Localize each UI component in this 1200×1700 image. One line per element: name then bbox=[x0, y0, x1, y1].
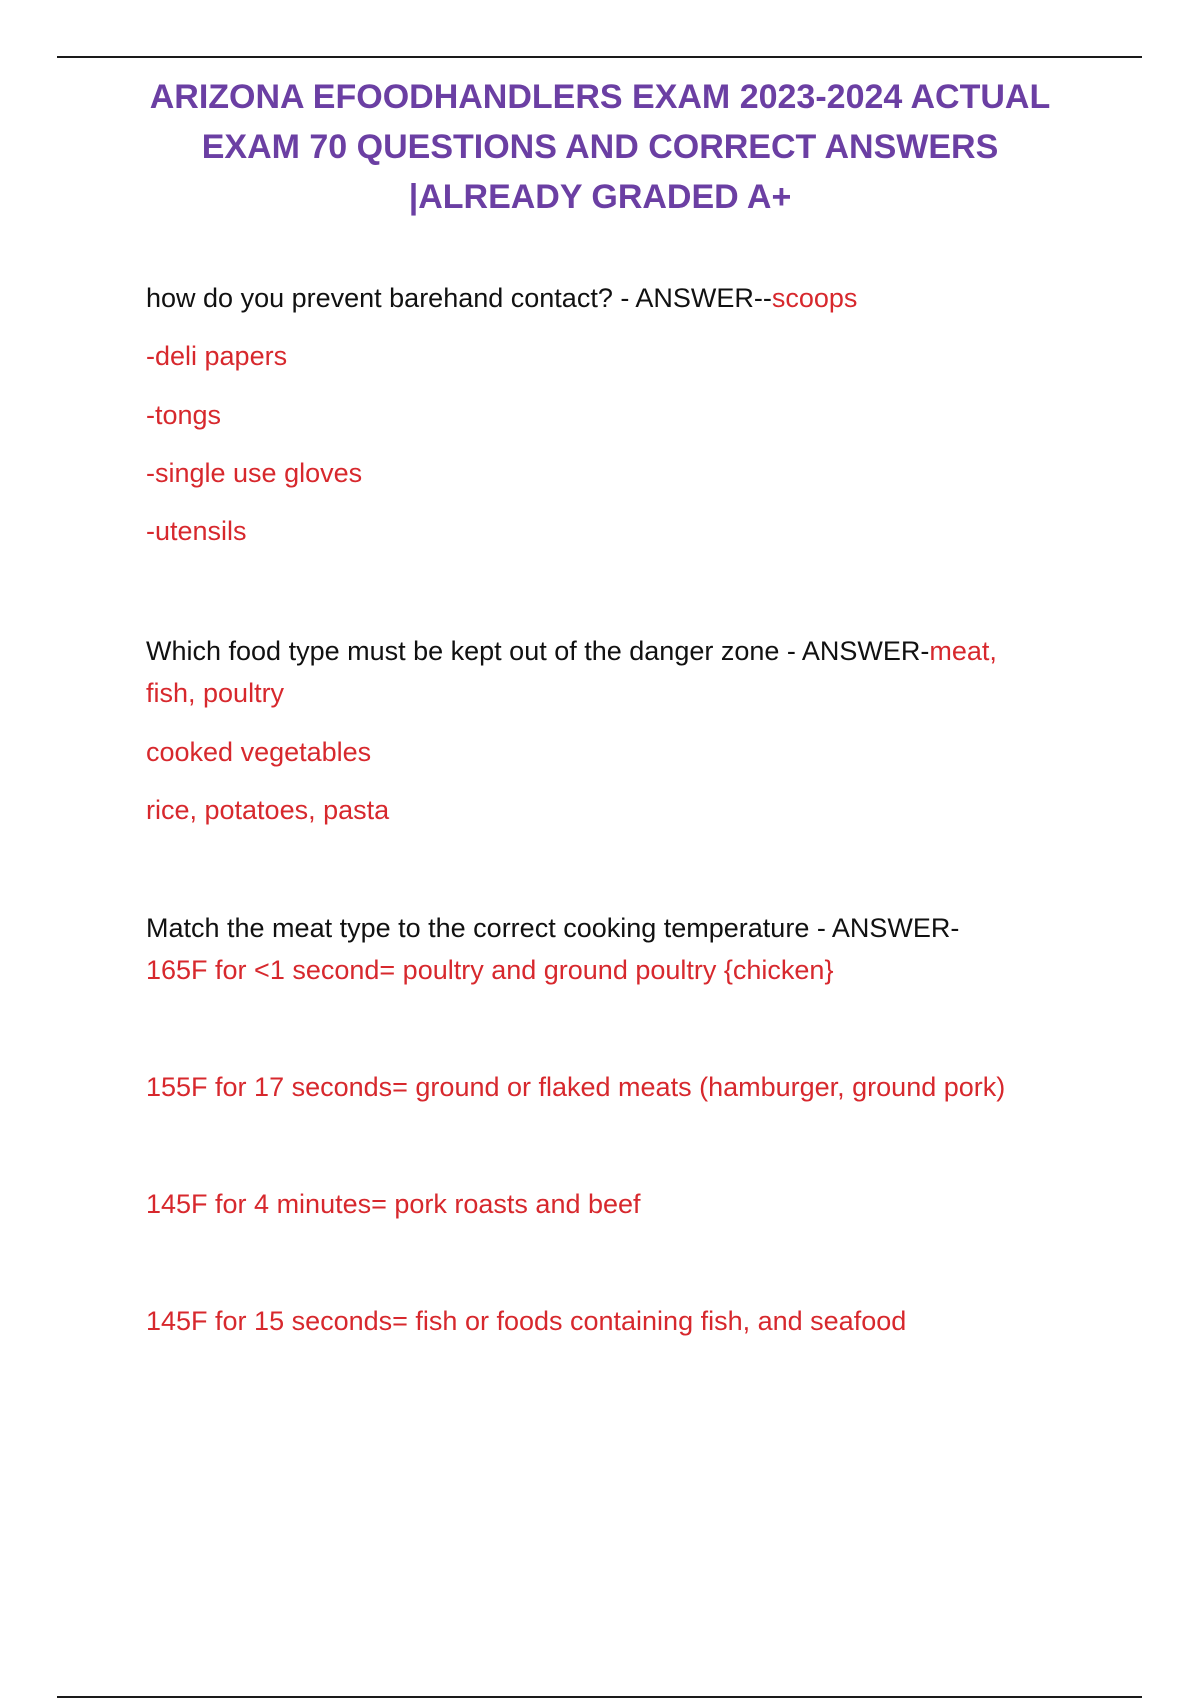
answer-2-inline: meat, bbox=[929, 636, 997, 666]
title-line-2: EXAM 70 QUESTIONS AND CORRECT ANSWERS bbox=[201, 128, 999, 166]
answer-2-line-1: fish, poultry bbox=[146, 678, 285, 708]
question-2-text: Which food type must be kept out of the danger zone - ANSWER- bbox=[146, 636, 930, 666]
bottom-rule bbox=[57, 1696, 1142, 1698]
question-3-text: Match the meat type to the correct cooking temperature - ANSWER- bbox=[146, 913, 960, 943]
answer-3-line-2: 155F for 17 seconds= ground or flaked meats (hamburger, ground pork) bbox=[146, 1072, 1006, 1102]
title-line-1: ARIZONA EFOODHANDLERS EXAM 2023-2024 ACTUAL bbox=[149, 78, 1051, 116]
question-1-text: how do you prevent barehand contact? - ANSWER-- bbox=[146, 283, 772, 313]
answer-1-line-4: -utensils bbox=[146, 516, 247, 546]
top-rule bbox=[57, 56, 1142, 58]
answer-3-line-3: 145F for 4 minutes= pork roasts and beef bbox=[146, 1189, 641, 1219]
title-line-3: |ALREADY GRADED A+ bbox=[408, 178, 792, 216]
question-2 bbox=[146, 636, 997, 666]
answer-1-line-1: -deli papers bbox=[146, 341, 288, 371]
question-3 bbox=[146, 913, 959, 943]
question-1 bbox=[146, 283, 857, 313]
answer-2-line-3: rice, potatoes, pasta bbox=[146, 795, 390, 825]
answer-1-line-3: -single use gloves bbox=[146, 458, 363, 488]
answer-1-line-2: -tongs bbox=[146, 400, 222, 430]
answer-1-inline: scoops bbox=[771, 283, 858, 313]
document-title bbox=[120, 72, 1080, 222]
answer-2-line-2: cooked vegetables bbox=[146, 737, 372, 767]
answer-3-line-1: 165F for <1 second= poultry and ground poultry {chicken} bbox=[146, 955, 834, 985]
answer-3-line-4: 145F for 15 seconds= fish or foods containing fish, and seafood bbox=[146, 1306, 907, 1336]
